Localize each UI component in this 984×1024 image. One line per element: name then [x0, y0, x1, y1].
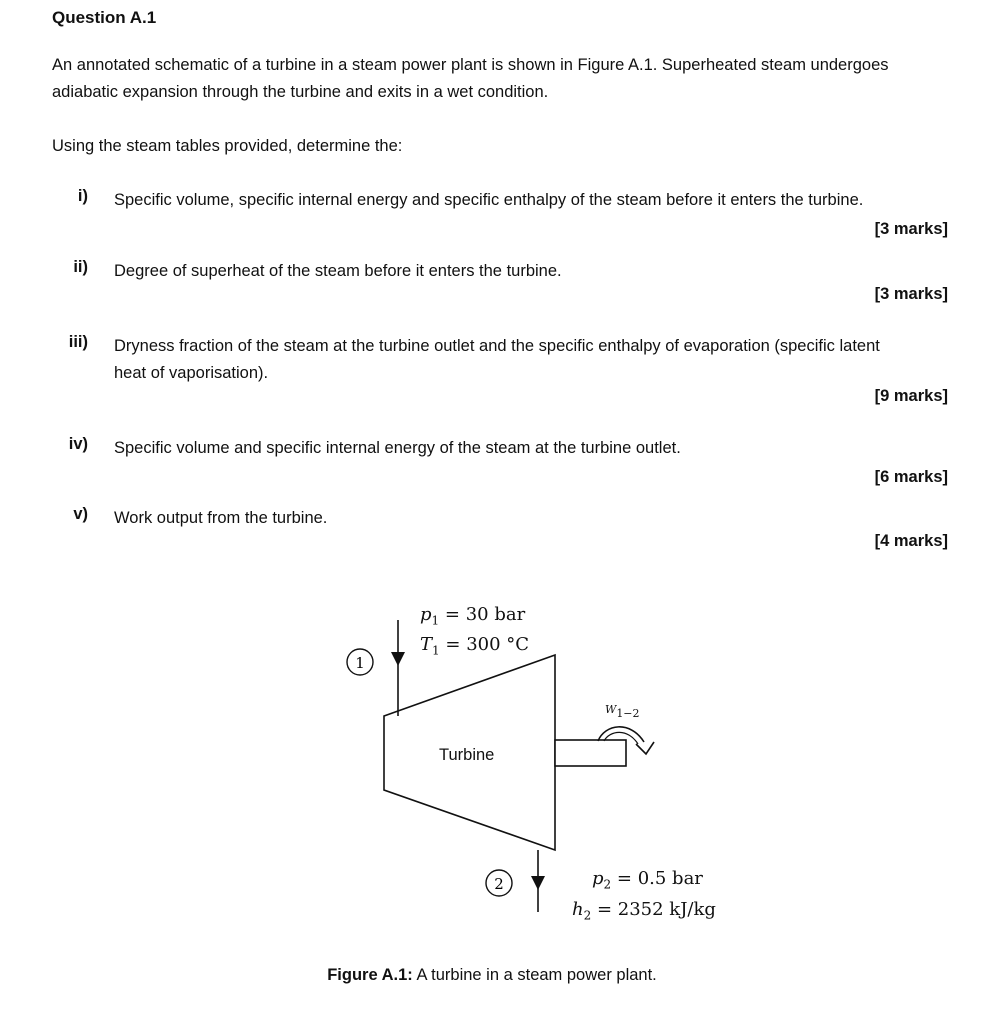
inlet-arrow — [391, 652, 405, 666]
question-text: Specific volume and specific internal energy of the steam at the turbine outlet. — [114, 439, 681, 457]
outlet-enthalpy-label: $h_2 = 2352$ kJ/kg — [572, 899, 716, 923]
question-number: iv) — [68, 435, 88, 453]
question-text: Specific volume, specific internal energy and specific enthalpy of the steam before it enters the turbine. — [114, 191, 864, 209]
question-number: v) — [73, 505, 88, 523]
caption-label: Figure A.1: — [327, 966, 413, 984]
outlet-arrow — [531, 876, 545, 890]
question-title: Question A.1 — [52, 8, 157, 27]
question-text: Degree of superheat of the steam before it enters the turbine. — [114, 262, 562, 280]
question-number: iii) — [68, 333, 88, 351]
question-marks: [6 marks] — [874, 468, 948, 486]
question-text: Work output from the turbine. — [114, 509, 328, 527]
outlet-pressure-label: $p_2 = 0.5$ bar — [592, 868, 703, 892]
intro-paragraph: An annotated schematic of a turbine in a steam power plant is shown in Figure A.1. Superheated steam undergoes adiabatic expansion through the turbine and exits in a wet condition. — [52, 56, 889, 101]
turbine-shaft — [555, 740, 626, 766]
state-2-label: 2 — [494, 875, 504, 893]
question-marks: [3 marks] — [874, 220, 948, 238]
inlet-pressure-label: $p_1 = 30$ bar — [420, 604, 526, 628]
caption-text: A turbine in a steam power plant. — [412, 966, 657, 984]
work-label: $w_{1-2}$ — [605, 698, 640, 721]
work-arrowhead — [636, 742, 654, 754]
instruction-text: Using the steam tables provided, determine the: — [52, 137, 403, 155]
question-marks: [9 marks] — [874, 387, 948, 405]
turbine-label: Turbine — [439, 746, 495, 764]
state-1-label: 1 — [355, 654, 365, 672]
figure-caption — [0, 966, 984, 985]
question-text: Dryness fraction of the steam at the turbine outlet and the specific enthalpy of evaporation (specific latent heat of vaporisation). — [114, 337, 880, 382]
question-number: ii) — [73, 258, 88, 276]
question-number: i) — [77, 187, 88, 205]
inlet-temperature-label: $T_1 = 300$ °C — [420, 634, 530, 658]
question-marks: [3 marks] — [874, 285, 948, 303]
question-marks: [4 marks] — [874, 532, 948, 550]
